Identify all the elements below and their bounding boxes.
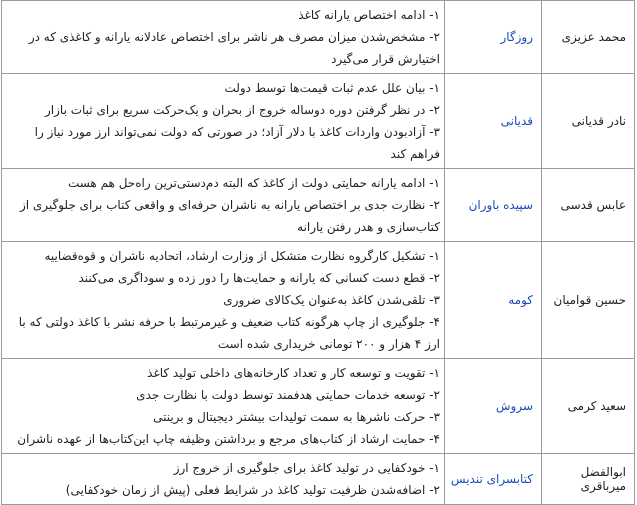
proposals-cell [2, 169, 445, 242]
publisher-name-cell [542, 242, 635, 359]
proposal-line: ۱- تقویت و توسعه کار و تعداد کارخانه‌های داخلی تولید کاغذ [147, 366, 440, 380]
publishing-house-cell [445, 454, 542, 505]
proposal-line: ۱- ادامه یارانه حمایتی دولت از کاغذ که البته دم‌دستی‌ترین راه‌حل هم هست [67, 176, 440, 190]
publisher-name: حسین قوامیان [553, 293, 626, 307]
publisher-name: ابوالفضل میرباقری [580, 465, 626, 493]
proposal-line: ۴- جلوگیری از چاپ هرگونه کتاب ضعیف و غیرمرتبط با حرفه نشر با کاغذ دولتی که با ارز ۴ هزار و ۲۰۰ تومانی خریداری شده است [18, 315, 440, 351]
table-row [2, 454, 635, 505]
publisher-name: سعید کرمی [567, 399, 626, 413]
publisher-name-cell [542, 169, 635, 242]
table-row [2, 242, 635, 359]
publishing-house-link[interactable]: سپیده باوران [468, 198, 533, 212]
proposal-line: ۲- توسعه خدمات حمایتی هدفمند توسط دولت با نظارت جدی [136, 388, 440, 402]
publisher-name: نادر قدیانی [571, 114, 626, 128]
proposal-line: ۴- حمایت ارشاد از کتاب‌های مرجع و برداشتن وظیفه چاپ این‌کتاب‌ها از عهده ناشران [17, 432, 440, 446]
publishing-house-cell [445, 1, 542, 74]
table-row [2, 1, 635, 74]
proposals-cell [2, 74, 445, 169]
proposals-cell [2, 359, 445, 454]
proposal-line: ۱- تشکیل کارگروه نظارت متشکل از وزارت ارشاد، اتحادیه ناشران و قوه‌قضاییه [44, 249, 440, 263]
proposal-line: ۳- حرکت ناشرها به سمت تولیدات بیشتر دیجیتال و برینتی [153, 410, 440, 424]
publishing-house-link[interactable]: کتابسرای تندیس [450, 472, 533, 486]
proposal-line: ۲- اضافه‌شدن ظرفیت تولید کاغذ در شرایط فعلی (پیش از زمان خودکفایی) [65, 483, 440, 497]
table-row [2, 359, 635, 454]
publishing-house-cell [445, 242, 542, 359]
publishing-house-link[interactable]: قدیانی [500, 114, 533, 128]
proposal-line: ۲- نظارت جدی بر اختصاص یارانه به ناشران حرفه‌ای و واقعی کتاب برای جلوگیری از کتاب‌سازی و هدر رفتن یارانه [19, 198, 440, 234]
proposals-cell [2, 1, 445, 74]
proposals-cell [2, 242, 445, 359]
proposal-line: ۱- خودکفایی در تولید کاغذ برای جلوگیری از خروج ارز [173, 461, 440, 475]
publishing-house-cell [445, 359, 542, 454]
proposal-line: ۳- آزادبودن واردات کاغذ با دلار آزاد؛ در صورتی که دولت نمی‌تواند ارز مورد نیاز را فراهم کند [34, 125, 440, 161]
publisher-name: عابس قدسی [560, 198, 626, 212]
publisher-name-cell [542, 1, 635, 74]
publishing-house-cell [445, 74, 542, 169]
publisher-name: محمد عزیزی [561, 30, 626, 44]
proposal-line: ۲- مشخص‌شدن میزان مصرف هر ناشر برای اختصاص عادلانه یارانه و کاغذی که در اختیارش قرار می‌گیرد [28, 30, 440, 66]
table-row [2, 169, 635, 242]
table-row [2, 74, 635, 169]
publisher-name-cell [542, 454, 635, 505]
publishing-house-link[interactable]: روزگار [500, 30, 533, 44]
publisher-name-cell [542, 359, 635, 454]
proposal-line: ۳- تلقی‌شدن کاغذ به‌عنوان یک‌کالای ضروری [223, 293, 440, 307]
publishing-house-cell [445, 169, 542, 242]
proposal-line: ۲- قطع دست کسانی که یارانه و حمایت‌ها را دور زده و سوداگری می‌کنند [78, 271, 440, 285]
proposals-cell [2, 454, 445, 505]
proposal-line: ۱- بیان علل عدم ثبات قیمت‌ها توسط دولت [224, 81, 440, 95]
publishing-house-link[interactable]: کومه [508, 293, 533, 307]
publishers-table [1, 0, 635, 505]
proposal-line: ۱- ادامه اختصاص یارانه کاغذ [298, 8, 440, 22]
proposal-line: ۲- در نظر گرفتن دوره دوساله خروج از بحران و یک‌حرکت سریع برای ثبات بازار [44, 103, 440, 117]
publisher-name-cell [542, 74, 635, 169]
publishing-house-link[interactable]: سروش [495, 399, 533, 413]
